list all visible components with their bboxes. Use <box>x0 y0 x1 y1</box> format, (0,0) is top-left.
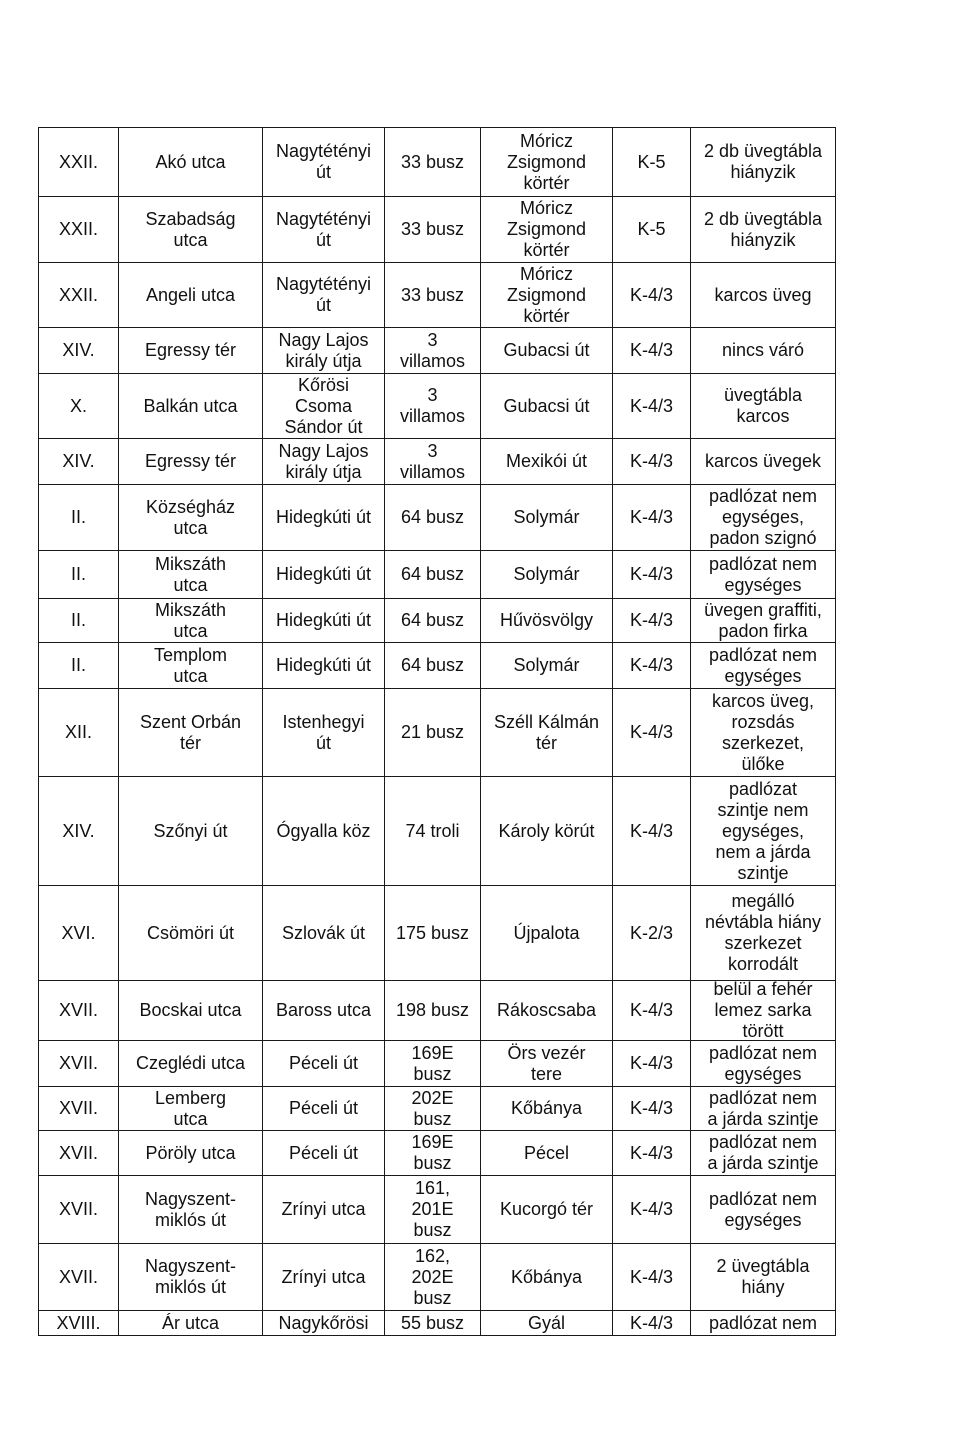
cell-route: 64 busz <box>385 485 481 550</box>
cell-cross-street: Nagykőrösi <box>263 1311 385 1335</box>
cell-cross-street: Péceli út <box>263 1041 385 1086</box>
cell-cross-street: Zrínyi utca <box>263 1176 385 1243</box>
cell-remark: belül a fehér lemez sarka törött <box>691 981 836 1040</box>
cell-route: 21 busz <box>385 689 481 776</box>
cell-remark: karcos üvegek <box>691 439 836 484</box>
cell-cross-street: Nagytétényi út <box>263 197 385 262</box>
cell-stop-type: K-4/3 <box>613 643 691 688</box>
cell-direction: Kucorgó tér <box>481 1176 613 1243</box>
cell-route: 162, 202E busz <box>385 1244 481 1310</box>
cell-route: 202E busz <box>385 1087 481 1130</box>
table-row <box>39 374 836 439</box>
cell-district: XVII. <box>39 981 119 1040</box>
cell-route: 33 busz <box>385 128 481 196</box>
cell-route: 161, 201E busz <box>385 1176 481 1243</box>
cell-district: II. <box>39 485 119 550</box>
cell-remark: padlózat nem <box>691 1311 836 1335</box>
cell-district: XVII. <box>39 1087 119 1130</box>
cell-direction: Solymár <box>481 485 613 550</box>
cell-remark: karcos üveg, rozsdás szerkezet, ülőke <box>691 689 836 776</box>
cell-district: XXII. <box>39 263 119 327</box>
cell-street: Mikszáth utca <box>119 551 263 598</box>
table-row <box>39 689 836 777</box>
cell-route: 198 busz <box>385 981 481 1040</box>
cell-remark: padlózat nem egységes <box>691 643 836 688</box>
cell-route: 64 busz <box>385 551 481 598</box>
cell-stop-type: K-2/3 <box>613 886 691 980</box>
cell-stop-type: K-4/3 <box>613 689 691 776</box>
cell-stop-type: K-4/3 <box>613 1311 691 1335</box>
table-row <box>39 551 836 599</box>
cell-district: XIV. <box>39 328 119 373</box>
cell-stop-type: K-4/3 <box>613 263 691 327</box>
cell-district: XXII. <box>39 197 119 262</box>
cell-route: 74 troli <box>385 777 481 885</box>
table-row <box>39 886 836 981</box>
table-row <box>39 263 836 328</box>
cell-cross-street: Péceli út <box>263 1087 385 1130</box>
cell-direction: Móricz Zsigmond körtér <box>481 263 613 327</box>
cell-cross-street: Péceli út <box>263 1131 385 1175</box>
cell-route: 169E busz <box>385 1041 481 1086</box>
cell-stop-type: K-5 <box>613 128 691 196</box>
cell-district: XIV. <box>39 777 119 885</box>
cell-street: Akó utca <box>119 128 263 196</box>
table-row <box>39 439 836 485</box>
cell-route: 3 villamos <box>385 374 481 438</box>
cell-cross-street: Nagytétényi út <box>263 128 385 196</box>
table-row <box>39 1176 836 1244</box>
table-row <box>39 777 836 886</box>
cell-route: 169E busz <box>385 1131 481 1175</box>
cell-district: XVI. <box>39 886 119 980</box>
table-row <box>39 1087 836 1131</box>
cell-district: X. <box>39 374 119 438</box>
cell-cross-street: Nagytétényi út <box>263 263 385 327</box>
cell-remark: padlózat nem egységes, padon szignó <box>691 485 836 550</box>
cell-stop-type: K-4/3 <box>613 485 691 550</box>
cell-district: XII. <box>39 689 119 776</box>
cell-direction: Solymár <box>481 643 613 688</box>
cell-street: Szőnyi út <box>119 777 263 885</box>
cell-route: 64 busz <box>385 643 481 688</box>
cell-direction: Örs vezér tere <box>481 1041 613 1086</box>
cell-cross-street: Zrínyi utca <box>263 1244 385 1310</box>
cell-cross-street: Istenhegyi út <box>263 689 385 776</box>
cell-route: 175 busz <box>385 886 481 980</box>
cell-street: Balkán utca <box>119 374 263 438</box>
cell-district: XVII. <box>39 1244 119 1310</box>
cell-direction: Rákoscsaba <box>481 981 613 1040</box>
cell-cross-street: Baross utca <box>263 981 385 1040</box>
cell-remark: 2 üvegtábla hiány <box>691 1244 836 1310</box>
cell-stop-type: K-4/3 <box>613 1131 691 1175</box>
cell-direction: Móricz Zsigmond körtér <box>481 128 613 196</box>
cell-direction: Széll Kálmán tér <box>481 689 613 776</box>
cell-district: XXII. <box>39 128 119 196</box>
table-row <box>39 1131 836 1176</box>
cell-district: XIV. <box>39 439 119 484</box>
table-row <box>39 643 836 689</box>
cell-stop-type: K-4/3 <box>613 439 691 484</box>
cell-direction: Pécel <box>481 1131 613 1175</box>
cell-district: XVII. <box>39 1176 119 1243</box>
cell-remark: padlózat nem a járda szintje <box>691 1087 836 1130</box>
cell-remark: padlózat szintje nem egységes, nem a járda szintje <box>691 777 836 885</box>
cell-direction: Károly körút <box>481 777 613 885</box>
cell-direction: Hűvösvölgy <box>481 599 613 642</box>
cell-cross-street: Szlovák út <box>263 886 385 980</box>
cell-route: 33 busz <box>385 263 481 327</box>
cell-direction: Kőbánya <box>481 1244 613 1310</box>
cell-stop-type: K-4/3 <box>613 599 691 642</box>
cell-stop-type: K-4/3 <box>613 1176 691 1243</box>
stop-condition-table <box>38 127 836 1336</box>
cell-district: II. <box>39 599 119 642</box>
cell-street: Szent Orbán tér <box>119 689 263 776</box>
cell-route: 64 busz <box>385 599 481 642</box>
cell-street: Mikszáth utca <box>119 599 263 642</box>
cell-district: XVII. <box>39 1041 119 1086</box>
cell-stop-type: K-4/3 <box>613 981 691 1040</box>
cell-direction: Kőbánya <box>481 1087 613 1130</box>
cell-district: II. <box>39 643 119 688</box>
table-row <box>39 1041 836 1087</box>
cell-direction: Újpalota <box>481 886 613 980</box>
cell-district: XVIII. <box>39 1311 119 1335</box>
cell-street: Czeglédi utca <box>119 1041 263 1086</box>
cell-street: Nagyszent- miklós út <box>119 1244 263 1310</box>
cell-street: Angeli utca <box>119 263 263 327</box>
cell-remark: karcos üveg <box>691 263 836 327</box>
cell-cross-street: Nagy Lajos király útja <box>263 439 385 484</box>
cell-route: 3 villamos <box>385 439 481 484</box>
cell-stop-type: K-4/3 <box>613 1087 691 1130</box>
cell-street: Ár utca <box>119 1311 263 1335</box>
cell-street: Egressy tér <box>119 439 263 484</box>
cell-stop-type: K-5 <box>613 197 691 262</box>
cell-remark: padlózat nem egységes <box>691 1176 836 1243</box>
cell-remark: üvegen graffiti, padon firka <box>691 599 836 642</box>
cell-street: Pöröly utca <box>119 1131 263 1175</box>
cell-remark: padlózat nem egységes <box>691 1041 836 1086</box>
cell-stop-type: K-4/3 <box>613 777 691 885</box>
cell-cross-street: Kőrösi Csoma Sándor út <box>263 374 385 438</box>
cell-district: II. <box>39 551 119 598</box>
cell-route: 33 busz <box>385 197 481 262</box>
cell-cross-street: Nagy Lajos király útja <box>263 328 385 373</box>
cell-street: Nagyszent- miklós út <box>119 1176 263 1243</box>
cell-street: Egressy tér <box>119 328 263 373</box>
cell-street: Szabadság utca <box>119 197 263 262</box>
table-row <box>39 485 836 551</box>
cell-street: Bocskai utca <box>119 981 263 1040</box>
cell-route: 55 busz <box>385 1311 481 1335</box>
table-row <box>39 1311 836 1336</box>
cell-direction: Móricz Zsigmond körtér <box>481 197 613 262</box>
cell-direction: Solymár <box>481 551 613 598</box>
table-row <box>39 981 836 1041</box>
cell-street: Templom utca <box>119 643 263 688</box>
cell-remark: 2 db üvegtábla hiányzik <box>691 197 836 262</box>
cell-stop-type: K-4/3 <box>613 1041 691 1086</box>
cell-stop-type: K-4/3 <box>613 374 691 438</box>
table-row <box>39 599 836 643</box>
cell-remark: nincs váró <box>691 328 836 373</box>
table-row <box>39 128 836 197</box>
cell-stop-type: K-4/3 <box>613 328 691 373</box>
cell-cross-street: Hidegkúti út <box>263 551 385 598</box>
cell-direction: Gubacsi út <box>481 328 613 373</box>
table-row <box>39 328 836 374</box>
cell-direction: Gyál <box>481 1311 613 1335</box>
table-row <box>39 1244 836 1311</box>
cell-stop-type: K-4/3 <box>613 1244 691 1310</box>
cell-cross-street: Ógyalla köz <box>263 777 385 885</box>
table-row <box>39 197 836 263</box>
cell-remark: üvegtábla karcos <box>691 374 836 438</box>
cell-remark: padlózat nem a járda szintje <box>691 1131 836 1175</box>
cell-district: XVII. <box>39 1131 119 1175</box>
cell-street: Lemberg utca <box>119 1087 263 1130</box>
cell-remark: megálló névtábla hiány szerkezet korrodált <box>691 886 836 980</box>
cell-route: 3 villamos <box>385 328 481 373</box>
cell-cross-street: Hidegkúti út <box>263 643 385 688</box>
cell-remark: 2 db üvegtábla hiányzik <box>691 128 836 196</box>
cell-stop-type: K-4/3 <box>613 551 691 598</box>
cell-direction: Gubacsi út <box>481 374 613 438</box>
cell-cross-street: Hidegkúti út <box>263 485 385 550</box>
cell-street: Községház utca <box>119 485 263 550</box>
cell-remark: padlózat nem egységes <box>691 551 836 598</box>
cell-street: Csömöri út <box>119 886 263 980</box>
cell-cross-street: Hidegkúti út <box>263 599 385 642</box>
cell-direction: Mexikói út <box>481 439 613 484</box>
